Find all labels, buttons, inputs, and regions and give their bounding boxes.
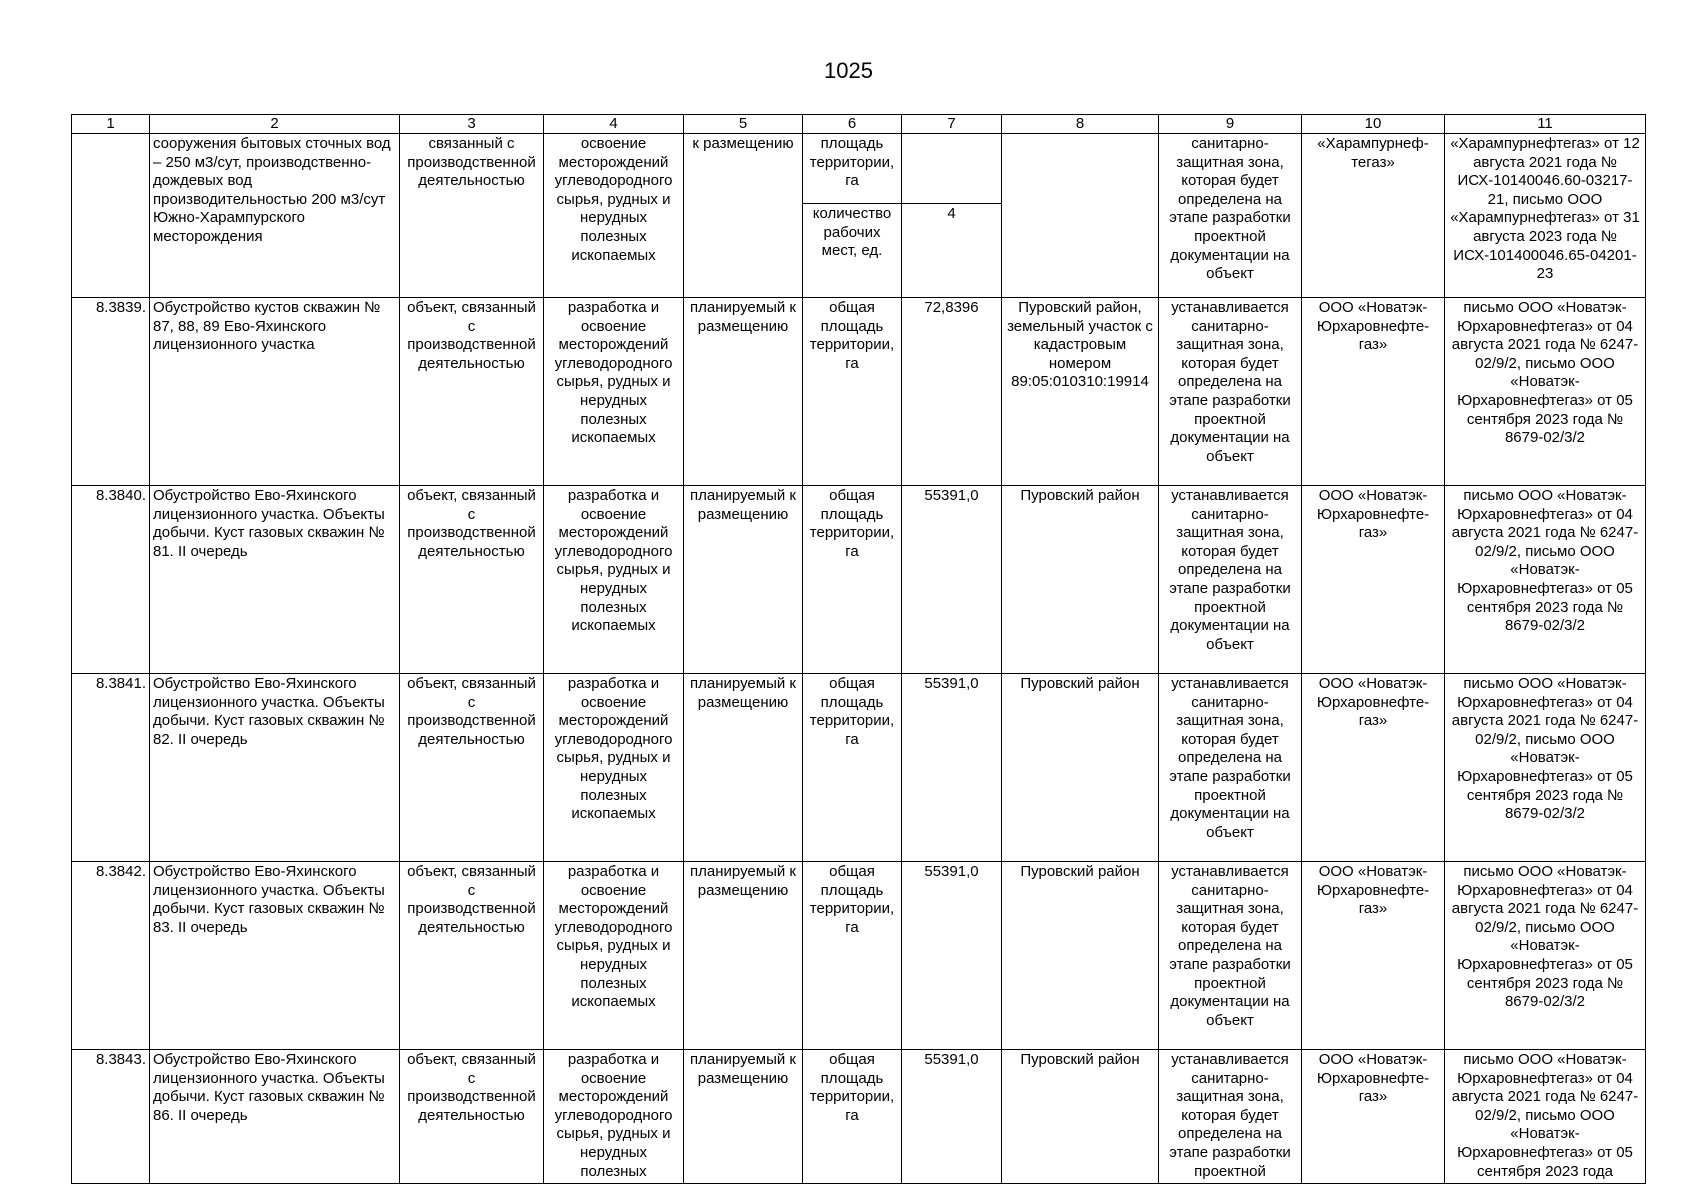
column-header: 5: [684, 115, 803, 134]
cell-object-type: объект, связанный с производственной деятельностью: [400, 486, 544, 674]
cell-zone: устанавливается санитарно-защитная зона, которая будет определена на этапе разработки проектной документации на объект: [1159, 298, 1302, 486]
cell-value: 55391,0: [902, 486, 1002, 674]
cell-basis: письмо ООО «Новатэк-Юрхаровнефтегаз» от 04 августа 2021 года № 6247-02/9/2, письмо ООО «Новатэк-Юрхаровнефтегаз» от 05 сентября 2023 года № 8679-02/3/2: [1445, 298, 1646, 486]
column-header: 10: [1302, 115, 1445, 134]
cell-value: 55391,0: [902, 862, 1002, 1050]
cell-number: 8.3839.: [72, 298, 150, 486]
cell-purpose: разработка и освоение месторождений углеводородного сырья, рудных и нерудных полезных ископаемых: [544, 674, 684, 862]
cell-location: Пуровский район, земельный участок с кадастровым номером 89:05:010310:19914: [1002, 298, 1159, 486]
page-number: 1025: [824, 58, 873, 83]
column-header: 6: [803, 115, 902, 134]
cell-zone: устанавливается санитарно-защитная зона, которая будет определена на этапе разработки проектной документации на объект: [1159, 862, 1302, 1050]
table-row: [72, 486, 1646, 674]
cell-parameter: площадь территории, га: [803, 134, 902, 204]
cell-organization: ООО «Новатэк-Юрхаровнефте-газ»: [1302, 1050, 1445, 1184]
cell-organization: «Харампурнеф-тегаз»: [1302, 134, 1445, 298]
cell-object-type: объект, связанный с производственной деятельностью: [400, 1050, 544, 1184]
cell-basis: письмо ООО «Новатэк-Юрхаровнефтегаз» от 04 августа 2021 года № 6247-02/9/2, письмо ООО «Новатэк-Юрхаровнефтегаз» от 05 сентября 2023 года № 8679-02/3/2: [1445, 486, 1646, 674]
cell-object-type: объект, связанный с производственной деятельностью: [400, 298, 544, 486]
cell-number: 8.3840.: [72, 486, 150, 674]
cell-parameter: общая площадь территории, га: [803, 298, 902, 486]
cell-organization: ООО «Новатэк-Юрхаровнефте-газ»: [1302, 674, 1445, 862]
cell-value: [902, 134, 1002, 204]
cell-value: 55391,0: [902, 674, 1002, 862]
cell-location: Пуровский район: [1002, 1050, 1159, 1184]
cell-organization: ООО «Новатэк-Юрхаровнефте-газ»: [1302, 486, 1445, 674]
column-header: 9: [1159, 115, 1302, 134]
cell-status: планируемый к размещению: [684, 298, 803, 486]
cell-status: планируемый к размещению: [684, 486, 803, 674]
column-header: 2: [150, 115, 400, 134]
column-header: 4: [544, 115, 684, 134]
cell-zone: устанавливается санитарно-защитная зона, которая будет определена на этапе разработки проектной: [1159, 1050, 1302, 1184]
cell-value: 72,8396: [902, 298, 1002, 486]
table-row: [72, 862, 1646, 1050]
cell-zone: устанавливается санитарно-защитная зона, которая будет определена на этапе разработки проектной документации на объект: [1159, 486, 1302, 674]
cell-number: [72, 134, 150, 298]
cell-value: 4: [902, 204, 1002, 298]
cell-status: к размещению: [684, 134, 803, 298]
cell-object-name: Обустройство кустов скважин № 87, 88, 89 Ево-Яхинского лицензионного участка: [150, 298, 400, 486]
cell-purpose: разработка и освоение месторождений углеводородного сырья, рудных и нерудных полезных ископаемых: [544, 862, 684, 1050]
cell-object-type: связанный с производственной деятельностью: [400, 134, 544, 298]
column-header: 3: [400, 115, 544, 134]
cell-parameter: количество рабочих мест, ед.: [803, 204, 902, 298]
column-header: 8: [1002, 115, 1159, 134]
cell-status: планируемый к размещению: [684, 674, 803, 862]
cell-parameter: общая площадь территории, га: [803, 1050, 902, 1184]
cell-parameter: общая площадь территории, га: [803, 486, 902, 674]
column-header: 11: [1445, 115, 1646, 134]
cell-value: 55391,0: [902, 1050, 1002, 1184]
cell-purpose: освоение месторождений углеводородного сырья, рудных и нерудных полезных ископаемых: [544, 134, 684, 298]
cell-object-name: Обустройство Ево-Яхинского лицензионного участка. Объекты добычи. Куст газовых скважин № 83. II очередь: [150, 862, 400, 1050]
cell-status: планируемый к размещению: [684, 1050, 803, 1184]
table-row-continued: [72, 134, 1646, 204]
column-header: 7: [902, 115, 1002, 134]
cell-parameter: общая площадь территории, га: [803, 862, 902, 1050]
cell-location: [1002, 134, 1159, 298]
cell-object-type: объект, связанный с производственной деятельностью: [400, 674, 544, 862]
cell-basis: письмо ООО «Новатэк-Юрхаровнефтегаз» от 04 августа 2021 года № 6247-02/9/2, письмо ООО «Новатэк-Юрхаровнефтегаз» от 05 сентября 2023 года: [1445, 1050, 1646, 1184]
cell-status: планируемый к размещению: [684, 862, 803, 1050]
cell-basis: письмо ООО «Новатэк-Юрхаровнефтегаз» от 04 августа 2021 года № 6247-02/9/2, письмо ООО «Новатэк-Юрхаровнефтегаз» от 05 сентября 2023 года № 8679-02/3/2: [1445, 674, 1646, 862]
cell-basis: «Харампурнефтегаз» от 12 августа 2021 года № ИСХ-10140046.60-03217-21, письмо ООО «Харампурнефтегаз» от 31 августа 2023 года № ИСХ-101400046.65-04201-23: [1445, 134, 1646, 298]
cell-organization: ООО «Новатэк-Юрхаровнефте-газ»: [1302, 862, 1445, 1050]
column-number-row: [72, 115, 1646, 134]
table-row: [72, 298, 1646, 486]
cell-object-name: Обустройство Ево-Яхинского лицензионного участка. Объекты добычи. Куст газовых скважин № 86. II очередь: [150, 1050, 400, 1184]
cell-object-name: сооружения бытовых сточных вод – 250 м3/сут, производственно-дождевых вод производительностью 200 м3/сут Южно-Харампурского месторождения: [150, 134, 400, 298]
cell-location: Пуровский район: [1002, 486, 1159, 674]
cell-number: 8.3842.: [72, 862, 150, 1050]
cell-object-name: Обустройство Ево-Яхинского лицензионного участка. Объекты добычи. Куст газовых скважин № 81. II очередь: [150, 486, 400, 674]
cell-number: 8.3841.: [72, 674, 150, 862]
cell-location: Пуровский район: [1002, 862, 1159, 1050]
cell-organization: ООО «Новатэк-Юрхаровнефте-газ»: [1302, 298, 1445, 486]
cell-purpose: разработка и освоение месторождений углеводородного сырья, рудных и нерудных полезных ископаемых: [544, 486, 684, 674]
column-header: 1: [72, 115, 150, 134]
cell-location: Пуровский район: [1002, 674, 1159, 862]
cell-purpose: разработка и освоение месторождений углеводородного сырья, рудных и нерудных полезных ископаемых: [544, 298, 684, 486]
cell-purpose: разработка и освоение месторождений углеводородного сырья, рудных и нерудных полезных: [544, 1050, 684, 1184]
cell-object-name: Обустройство Ево-Яхинского лицензионного участка. Объекты добычи. Куст газовых скважин № 82. II очередь: [150, 674, 400, 862]
registry-table: [71, 114, 1646, 1184]
cell-zone: устанавливается санитарно-защитная зона, которая будет определена на этапе разработки проектной документации на объект: [1159, 674, 1302, 862]
table-row: [72, 1050, 1646, 1184]
cell-basis: письмо ООО «Новатэк-Юрхаровнефтегаз» от 04 августа 2021 года № 6247-02/9/2, письмо ООО «Новатэк-Юрхаровнефтегаз» от 05 сентября 2023 года № 8679-02/3/2: [1445, 862, 1646, 1050]
cell-parameter: общая площадь территории, га: [803, 674, 902, 862]
cell-object-type: объект, связанный с производственной деятельностью: [400, 862, 544, 1050]
cell-number: 8.3843.: [72, 1050, 150, 1184]
table-row: [72, 674, 1646, 862]
cell-zone: санитарно-защитная зона, которая будет определена на этапе разработки проектной документации на объект: [1159, 134, 1302, 298]
